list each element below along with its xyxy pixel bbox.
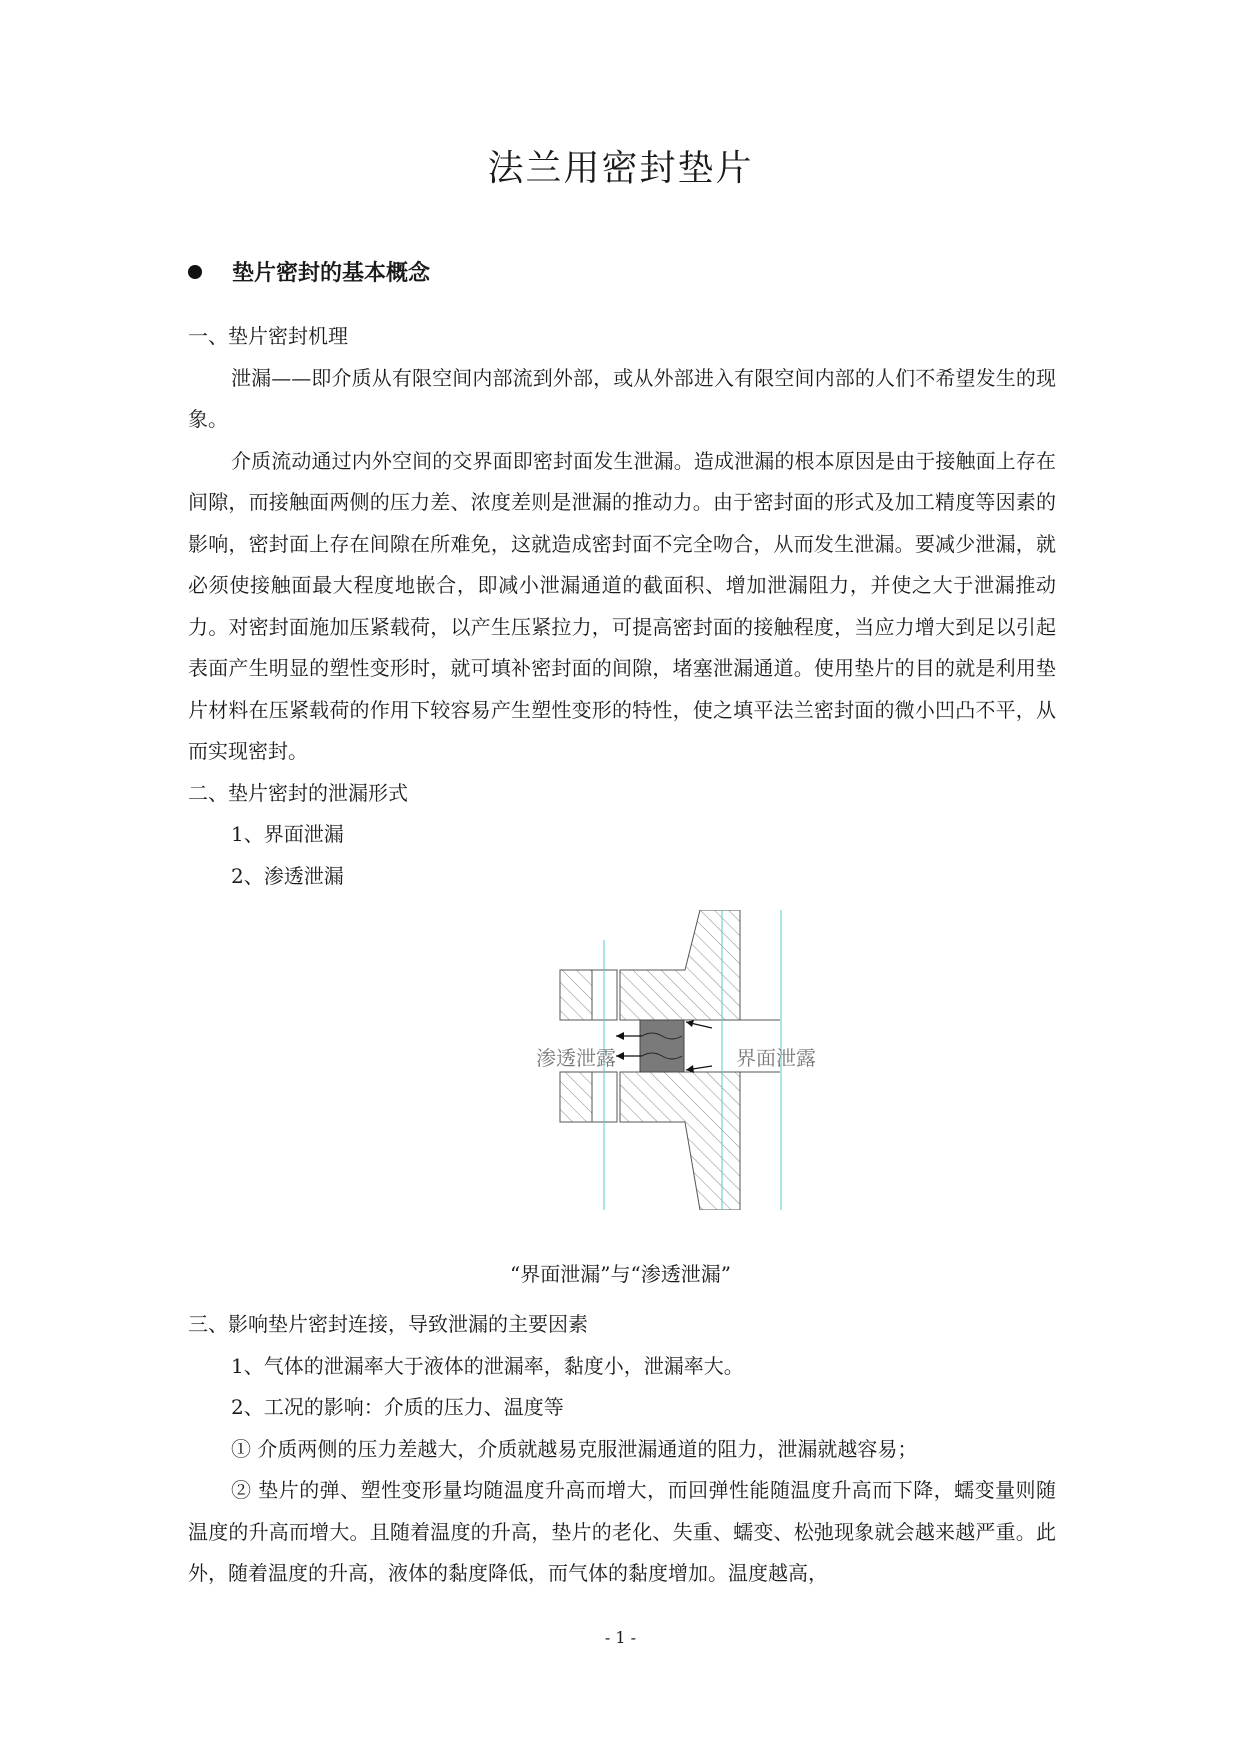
figure-caption: “界面泄漏”与“渗透泄漏”: [510, 1262, 731, 1286]
list-item: ① 介质两侧的压力差越大，介质就越易克服泄漏通道的阻力，泄漏就越容易；: [231, 1436, 918, 1461]
paragraph: 介质流动通过内外空间的交界面即密封面发生泄漏。造成泄漏的根本原因是由于接触面上存在间隙，而接触面两侧的压力差、浓度差则是泄漏的推动力。由于密封面的形式及加工精度等因素的影响，密封面上存在间隙在所难免，这就造成密封面不完全吻合，从而发生泄漏。要减少泄漏，就必须使接触面最大程度地嵌合，即减小泄漏通道的截面积、增加泄漏阻力，并使之大于泄漏推动力。对密封面施加压紧载荷，以产生压紧拉力，可提高密封面的接触程度，当应力增大到足以引起表面产生明显的塑性变形时，就可填补密封面的间隙，堵塞泄漏通道。使用垫片的目的就是利用垫片材料在压紧载荷的作用下较容易产生塑性变形的特性，使之填平法兰密封面的微小凹凸不平，从而实现密封。: [188, 448, 1056, 763]
bullet-icon: [188, 265, 202, 279]
list-item: 1、气体的泄漏率大于液体的泄漏率，黏度小，泄漏率大。: [231, 1353, 744, 1378]
gasket: [640, 1020, 684, 1072]
paragraph: 三、影响垫片密封连接，导致泄漏的主要因素: [188, 1312, 588, 1336]
paragraph: 一、垫片密封机理: [188, 324, 348, 348]
figure-label-permeation: 渗透泄露: [536, 1046, 616, 1070]
list-item: 2、渗透泄漏: [231, 863, 344, 888]
paragraph: 泄漏——即介质从有限空间内部流到外部，或从外部进入有限空间内部的人们不希望发生的现象。: [188, 365, 1056, 431]
list-item: 1、界面泄漏: [231, 822, 344, 846]
paragraph: 二、垫片密封的泄漏形式: [188, 780, 408, 805]
page-title: 法兰用密封垫片: [487, 148, 754, 189]
body-text-block-2: [188, 1304, 1056, 1595]
section-heading: [188, 258, 430, 290]
figure-label-interface: 界面泄露: [736, 1046, 816, 1070]
paragraph: ② 垫片的弹、塑性变形量均随温度升高而增大，而回弹性能随温度升高而下降，蠕变量则随温度的升高而增大。且随着温度的升高，垫片的老化、失重、蠕变、松弛现象就会越来越严重。此外，随着温度的升高，液体的黏度降低，而气体的黏度增加。温度越高，: [188, 1478, 1056, 1585]
section-heading-text: 垫片密封的基本概念: [232, 261, 431, 286]
body-text-block-1: [188, 316, 1056, 897]
page-number: - 1 -: [604, 1628, 637, 1647]
list-item: 2、工况的影响：介质的压力、温度等: [231, 1395, 564, 1419]
